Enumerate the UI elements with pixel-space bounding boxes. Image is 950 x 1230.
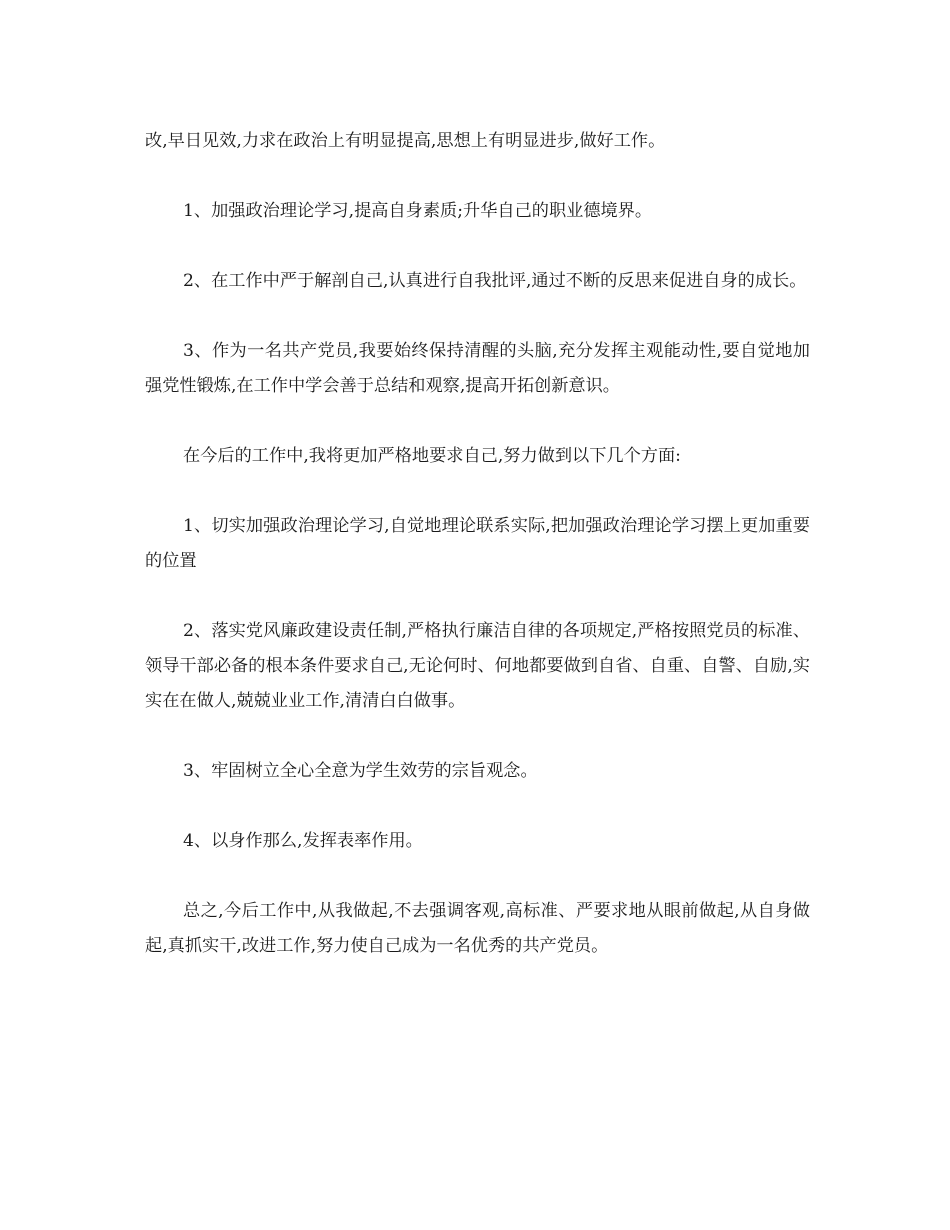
paragraph-future-item-4: 4、以身作那么,发挥表率作用。 bbox=[183, 831, 423, 851]
paragraph-item-2-self-criticism: 2、在工作中严于解剖自己,认真进行自我批评,通过不断的反思来促进自身的成长。 bbox=[183, 271, 807, 291]
paragraph-conclusion: 总之,今后工作中,从我做起,不去强调客观,高标准、严要求地从眼前做起,从自身做起,真抓实干,改进工作,努力使自己成为一名优秀的共产党员。 bbox=[145, 901, 810, 956]
paragraph-future-item-1: 1、切实加强政治理论学习,自觉地理论联系实际,把加强政治理论学习摆上更加重要的位置 bbox=[145, 516, 810, 571]
paragraph-item-1-study: 1、加强政治理论学习,提高自身素质;升华自己的职业德境界。 bbox=[183, 201, 653, 221]
paragraph-future-item-3: 3、牢固树立全心全意为学生效劳的宗旨观念。 bbox=[183, 761, 538, 781]
paragraph-future-intro: 在今后的工作中,我将更加严格地要求自己,努力做到以下几个方面: bbox=[183, 446, 681, 466]
paragraph-continuation: 改,早日见效,力求在政治上有明显提高,思想上有明显进步,做好工作。 bbox=[145, 131, 666, 151]
document-body bbox=[145, 124, 810, 999]
paragraph-item-3-party-member: 3、作为一名共产党员,我要始终保持清醒的头脑,充分发挥主观能动性,要自觉地加强党性锻炼,在工作中学会善于总结和观察,提高开拓创新意识。 bbox=[145, 341, 810, 396]
paragraph-future-item-2: 2、落实党风廉政建设责任制,严格执行廉洁自律的各项规定,严格按照党员的标准、领导干部必备的根本条件要求自己,无论何时、何地都要做到自省、自重、自警、自励,实实在在做人,兢兢业业工作,清清白白做事。 bbox=[145, 621, 810, 711]
